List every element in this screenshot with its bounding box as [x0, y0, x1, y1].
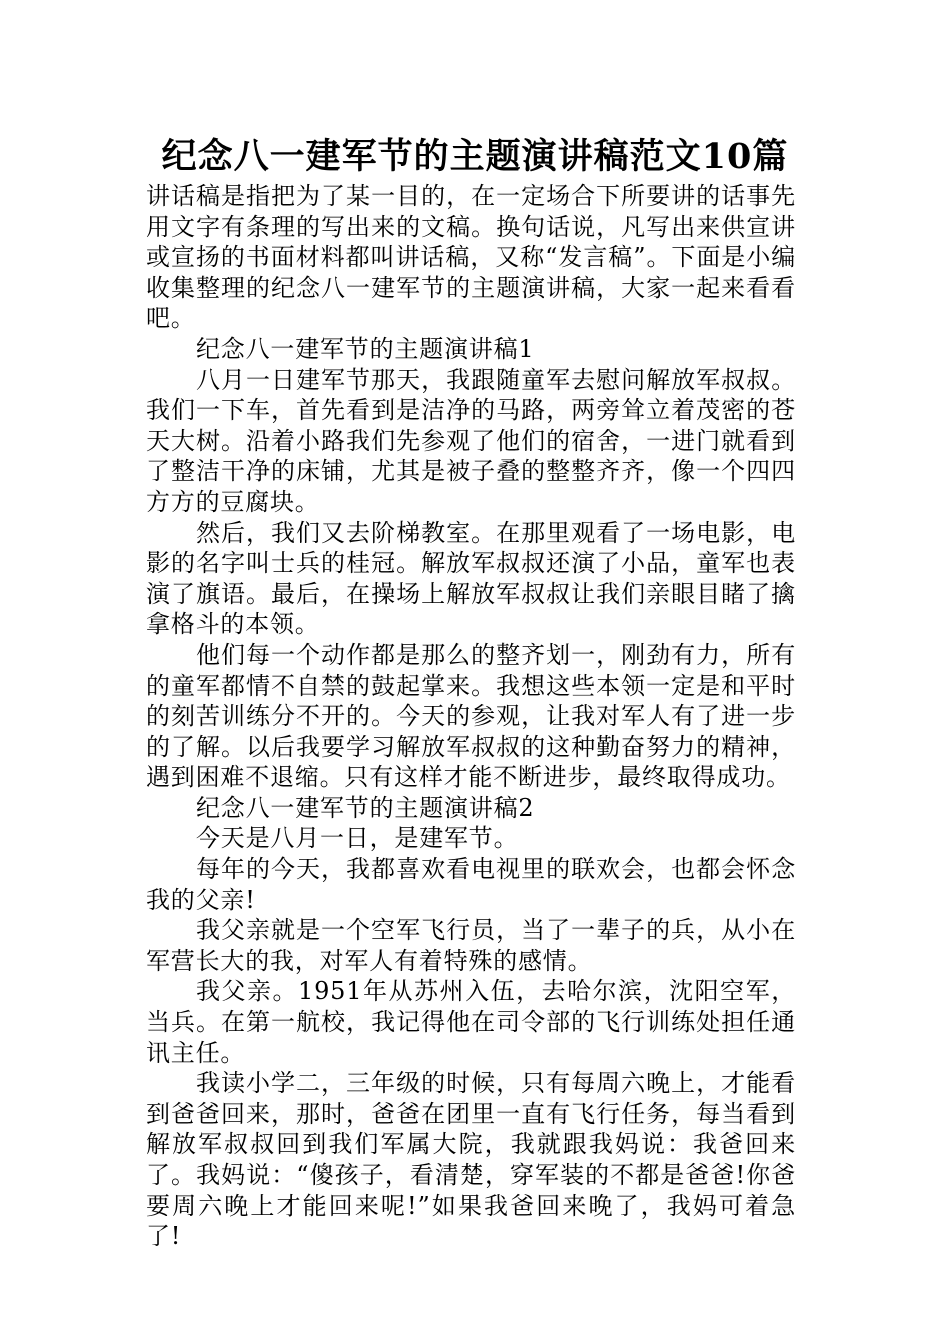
paragraph: 然后，我们又去阶梯教室。在那里观看了一场电影，电影的名字叫士兵的桂冠。解放军叔叔还演了小品，童军也表演了旗语。最后，在操场上解放军叔叔让我们亲眼目睹了擒拿格斗的本领。	[146, 518, 796, 639]
paragraph: 八月一日建军节那天，我跟随童军去慰问解放军叔叔。我们一下车，首先看到是洁净的马路，两旁耸立着茂密的苍天大树。沿着小路我们先参观了他们的宿舍，一进门就看到了整洁干净的床铺，尤其是被子叠的整整齐齐，像一个四四方方的豆腐块。	[146, 365, 796, 516]
paragraph: 讲话稿是指把为了某一目的，在一定场合下所要讲的话事先用文字有条理的写出来的文稿。换句话说，凡写出来供宣讲或宣扬的书面材料都叫讲话稿，又称“发言稿”。下面是小编收集整理的纪念八一建军节的主题演讲稿，大家一起来看看吧。	[146, 182, 796, 333]
document-title: 纪念八一建军节的主题演讲稿范文10篇	[161, 136, 789, 177]
paragraph: 每年的今天，我都喜欢看电视里的联欢会，也都会怀念我的父亲!	[146, 855, 796, 914]
paragraph: 今天是八月一日，是建军节。	[196, 824, 519, 853]
document-body	[146, 181, 796, 1252]
paragraph: 纪念八一建军节的主题演讲稿2	[196, 793, 535, 822]
paragraph: 纪念八一建军节的主题演讲稿1	[196, 334, 535, 363]
paragraph: 我父亲就是一个空军飞行员，当了一辈子的兵，从小在军营长大的我，对军人有着特殊的感情。	[146, 916, 796, 975]
paragraph: 他们每一个动作都是那么的整齐划一，刚劲有力，所有的童军都情不自禁的鼓起掌来。我想这些本领一定是和平时的刻苦训练分不开的。今天的参观，让我对军人有了进一步的了解。以后我要学习解放军叔叔的这种勤奋努力的精神，遇到困难不退缩。只有这样才能不断进步，最终取得成功。	[146, 640, 796, 792]
paragraph: 我读小学二，三年级的时候，只有每周六晚上，才能看到爸爸回来，那时，爸爸在团里一直有飞行任务，每当看到解放军叔叔回到我们军属大院，我就跟我妈说：我爸回来了。我妈说：“傻孩子，看清楚，穿军装的不都是爸爸!你爸要周六晚上才能回来呢!”如果我爸回来晚了，我妈可着急了!	[146, 1069, 796, 1251]
paragraph: 我父亲。1951年从苏州入伍，去哈尔滨，沈阳空军，当兵。在第一航校，我记得他在司令部的飞行训练处担任通讯主任。	[146, 977, 796, 1067]
